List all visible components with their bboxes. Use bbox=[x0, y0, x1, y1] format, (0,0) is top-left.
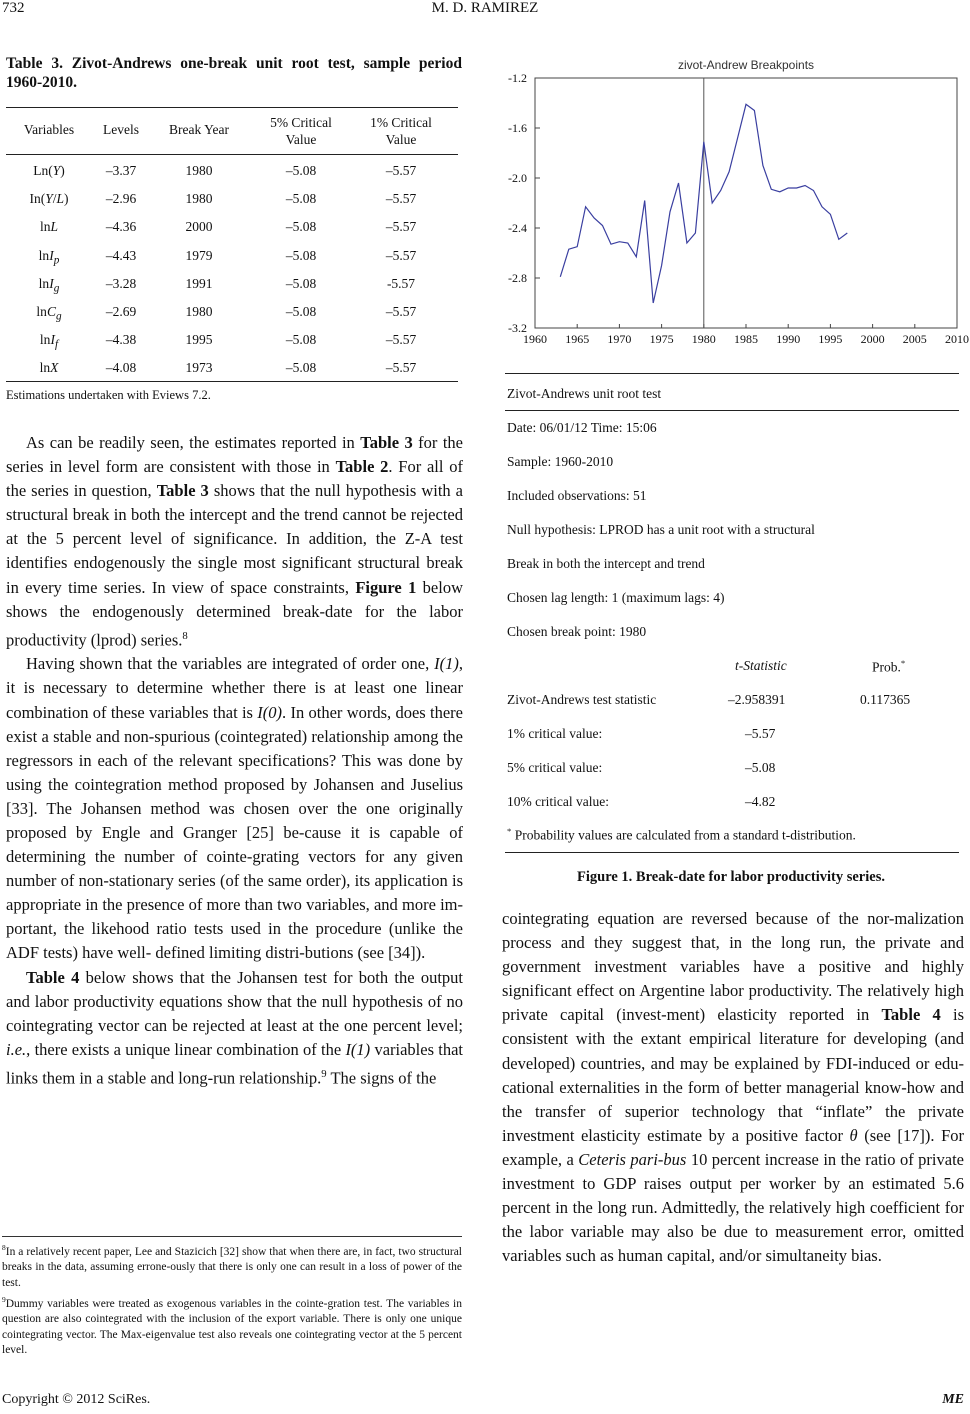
table3-cell-crit5: –5.08 bbox=[285, 275, 317, 291]
table3-cell-variable: lnL bbox=[39, 219, 59, 235]
x-tick-label: 2010 bbox=[945, 332, 969, 346]
y-tick-label: -1.6 bbox=[508, 121, 527, 135]
table3-cell-crit1: –5.57 bbox=[385, 247, 417, 263]
table3-cell-level: –4.08 bbox=[105, 360, 137, 376]
za-cv10-label: 10% critical value: bbox=[507, 794, 609, 809]
y-tick-label: -2.4 bbox=[508, 221, 527, 235]
footer-journal: ME bbox=[942, 1392, 964, 1407]
za-break: Chosen break point: 1980 bbox=[507, 624, 647, 639]
za-null-2: Break in both the intercept and trend bbox=[507, 556, 705, 571]
za-cv5: –5.08 bbox=[745, 760, 776, 775]
table3-cell-crit5: –5.08 bbox=[285, 219, 317, 235]
za-col-tstat: t-Statistic bbox=[735, 658, 787, 673]
x-tick-label: 1980 bbox=[691, 332, 716, 346]
table3-header-crit5-l1: 5% Critical bbox=[270, 115, 332, 130]
table3-cell-crit5: –5.08 bbox=[285, 163, 317, 178]
table3-bottom-rule bbox=[6, 381, 458, 382]
table3-cell-variable: In(Y/L) bbox=[29, 191, 69, 207]
table3-header-variables: Variables bbox=[23, 122, 75, 137]
table3-cell-variable: lnI$_f$ bbox=[39, 332, 59, 351]
table3-header-break-year: Break Year bbox=[169, 122, 229, 137]
table3-header-rule bbox=[6, 154, 458, 155]
table3-row bbox=[6, 360, 458, 380]
paragraph-3: Table 4 below shows that the Johansen test for both the output and labor productivity equations show that the null hypothesis of no cointegrating vector can be rejected at least at the one percent level; i.e., there exists a unique linear combination of the I(1) variables that links them in a stable and long-run relationship.$^9$ The signs of the bbox=[6, 967, 463, 1088]
za-cv5-label: 5% critical value: bbox=[507, 760, 603, 775]
za-cv10: –4.82 bbox=[745, 794, 776, 809]
breakpoint-chart-svg bbox=[493, 54, 969, 354]
table3-cell-year: 1973 bbox=[185, 360, 213, 376]
paragraph-1: As can be readily seen, the estimates reported in Table 3 for the series in level form are consistent with those in Table 2. For all of the series in question, Table 3 shows that the null hypothesis with a structural break in both the intercept and the trend cannot be rejected at the 5 percent level of significance. In addition, the Z-A test identifies endogenously the single most significant structural break in every time series. In view of space constraints, Figure 1 below shows the endogenously determined break-date for the labor productivity (lprod) series.$^8$ bbox=[6, 433, 464, 650]
table3-cell-level: –3.37 bbox=[105, 163, 137, 178]
paragraph-right: cointegrating equation are reversed because of the nor-malization process and they suggest that, in the long run, the private and government investment variables have a positive and highly significant effect on Argentine labor productivity. The relatively high private capital (invest-ment) elasticity reported in Table 4 is consistent with the extant empirical literature for developing (and developed) countries, and may be explained by FDI-induced or edu-cational externalities in the form of better managerial know-how and the transfer of superior technology that “inflate” the private investment elasticity estimate by a positive factor θ (see [17]). For example, a Ceteris pari-bus 10 percent increase in the ratio of private investment to GDP raises output per worker by an estimated 5.6 percent in the long run. Admittedly, the relatively high coefficient for the labor variable may also be due to measurement error, omitted variables such as human capital, and/or simultaneity bias. bbox=[502, 909, 964, 1266]
table3-note: Estimations undertaken with Eviews 7.2. bbox=[6, 388, 211, 402]
table3-cell-year: 1991 bbox=[185, 275, 213, 291]
table3-cell-level: –3.28 bbox=[105, 275, 137, 291]
za-observations: Included observations: 51 bbox=[507, 488, 647, 503]
table3-row bbox=[6, 248, 458, 268]
figure-caption: Figure 1. Break-date for labor productivity series. bbox=[577, 869, 885, 885]
table3-cell-level: –4.38 bbox=[105, 332, 137, 348]
table3-cell-crit5: –5.08 bbox=[285, 247, 317, 263]
x-tick-label: 1990 bbox=[776, 332, 801, 346]
table3-cell-crit5: –5.08 bbox=[285, 304, 317, 319]
y-tick-label: -2.0 bbox=[508, 171, 527, 185]
za-sample: Sample: 1960-2010 bbox=[507, 454, 614, 469]
chart-frame bbox=[535, 78, 957, 328]
table3-header-crit5 bbox=[246, 114, 356, 148]
table3-cell-crit1: –5.57 bbox=[385, 163, 417, 178]
table3-cell-crit1: –5.57 bbox=[385, 304, 417, 319]
table3-cell-year: 1995 bbox=[185, 332, 213, 348]
za-bottom-rule bbox=[505, 852, 959, 853]
x-tick-label: 1965 bbox=[565, 332, 590, 346]
table3-row bbox=[6, 191, 458, 211]
table3-cell-year: 1979 bbox=[185, 247, 213, 263]
table3-cell-crit1: –5.57 bbox=[385, 191, 417, 207]
table3-cell-crit5: –5.08 bbox=[285, 191, 317, 207]
table3-top-rule bbox=[6, 107, 458, 108]
za-top-rule bbox=[505, 373, 959, 374]
za-stat-prob: 0.117365 bbox=[860, 692, 911, 707]
running-header-author: M. D. RAMIREZ bbox=[431, 0, 539, 16]
x-tick-label: 1970 bbox=[607, 332, 632, 346]
table3-cell-crit5: –5.08 bbox=[285, 332, 317, 348]
table3-cell-crit1: –5.57 bbox=[385, 219, 417, 235]
x-tick-label: 1975 bbox=[649, 332, 674, 346]
table3-header-crit1-l2: Value bbox=[385, 132, 417, 147]
za-footnote: * Probability values are calculated from a standard t-distribution. bbox=[507, 826, 856, 843]
table3-cell-variable: lnI$_p$ bbox=[38, 247, 60, 267]
table3-row bbox=[6, 332, 458, 352]
chart-title: zivot-Andrew Breakpoints bbox=[677, 58, 815, 72]
table3-cell-year: 2000 bbox=[185, 219, 213, 235]
table3-cell-variable: lnC$_g$ bbox=[36, 304, 62, 323]
page-number: 732 bbox=[2, 0, 25, 16]
x-tick-label: 1960 bbox=[523, 332, 547, 346]
table3-row bbox=[6, 163, 458, 183]
footnote-8: $^8$In a relatively recent paper, Lee and Stazicich [32] show that when there are, in fact, two structural breaks in the data, assuming errone-ously that there is only one can result in a loss of power of the test. bbox=[2, 1243, 462, 1290]
table3-cell-level: –2.96 bbox=[105, 191, 137, 207]
za-stat-t: –2.958391 bbox=[728, 692, 786, 707]
paragraph-2: Having shown that the variables are integrated of order one, I(1), it is necessary to determine whether there is at least one linear combination of these variables that is I(0). In other words, does there exist a stable and non-spurious (cointegrated) relationship among the regressors in each of the relevant specifications? This was done by using the cointegration method proposed by Johansen and Juselius [33]. The Johansen method was chosen over the one originally proposed by Engle and Granger [25] be-cause it is capable of determining the number of cointe-grating vectors for any given number of non-stationary series (of the same order), its application is appropriate in the presence of more than two variables, and more im-portant, the likehood ratio tests used in the procedure (unlike the ADF tests) have well- defined limiting distri-butions (see [34]). bbox=[6, 654, 463, 963]
table3-cell-level: –4.36 bbox=[105, 219, 137, 235]
table3-header-levels: Levels bbox=[103, 122, 139, 137]
table3-cell-level: –2.69 bbox=[105, 304, 137, 319]
za-rule-2 bbox=[505, 410, 959, 411]
body-text-right bbox=[502, 907, 964, 1268]
table3-header-crit5-l2: Value bbox=[285, 132, 317, 147]
table3-row bbox=[6, 304, 458, 324]
table3-row bbox=[6, 276, 458, 296]
x-tick-label: 1985 bbox=[734, 332, 758, 346]
table3-row bbox=[6, 219, 458, 239]
table3-caption: Table 3. Zivot-Andrews one-break unit root test, sample period 1960-2010. bbox=[6, 55, 462, 91]
za-lag: Chosen lag length: 1 (maximum lags: 4) bbox=[507, 590, 725, 605]
footnote-9: $^9$Dummy variables were treated as exogenous variables in the cointe-gration test. The variables in question are also cointegrated with the inclusion of the export variable. There is only one unique cointegrating vector. The Max-eigenvalue test also reveals one cointegrating vector at the 5 percent level. bbox=[2, 1294, 462, 1357]
footnotes bbox=[2, 1240, 462, 1359]
table3-cell-crit1: –5.57 bbox=[385, 360, 417, 376]
table3-cell-crit5: –5.08 bbox=[285, 360, 317, 376]
za-cv1: –5.57 bbox=[745, 726, 776, 741]
y-tick-label: -2.8 bbox=[508, 271, 527, 285]
table3-cell-year: 1980 bbox=[185, 163, 213, 178]
za-null-1: Null hypothesis: LPROD has a unit root with a structural bbox=[507, 522, 815, 537]
table3-cell-crit1: -5.57 bbox=[386, 275, 416, 291]
x-tick-label: 2005 bbox=[902, 332, 927, 346]
breakpoint-chart bbox=[493, 54, 969, 354]
table3-cell-year: 1980 bbox=[185, 191, 213, 207]
y-tick-label: -3.2 bbox=[508, 321, 527, 335]
za-col-prob: Prob.* bbox=[872, 658, 906, 675]
y-tick-label: -1.2 bbox=[508, 71, 527, 85]
table3-cell-variable: lnX bbox=[39, 360, 59, 376]
table3-cell-year: 1980 bbox=[185, 304, 213, 319]
body-text-left bbox=[6, 431, 463, 1091]
table3-header-crit1 bbox=[348, 114, 454, 148]
x-tick-label: 2000 bbox=[860, 332, 885, 346]
table3-cell-variable: lnI$_g$ bbox=[38, 275, 60, 295]
za-stat-label: Zivot-Andrews test statistic bbox=[507, 692, 657, 707]
footnote-rule bbox=[2, 1236, 462, 1237]
za-cv1-label: 1% critical value: bbox=[507, 726, 603, 741]
table3-cell-level: –4.43 bbox=[105, 247, 137, 263]
table3-header-crit1-l1: 1% Critical bbox=[370, 115, 432, 130]
table3-cell-variable: Ln(Y) bbox=[33, 163, 65, 178]
za-date: Date: 06/01/12 Time: 15:06 bbox=[507, 420, 657, 435]
x-tick-label: 1995 bbox=[818, 332, 843, 346]
footer-copyright: Copyright © 2012 SciRes. bbox=[2, 1392, 151, 1407]
table3-cell-crit1: –5.57 bbox=[385, 332, 417, 348]
za-title: Zivot-Andrews unit root test bbox=[507, 386, 662, 401]
